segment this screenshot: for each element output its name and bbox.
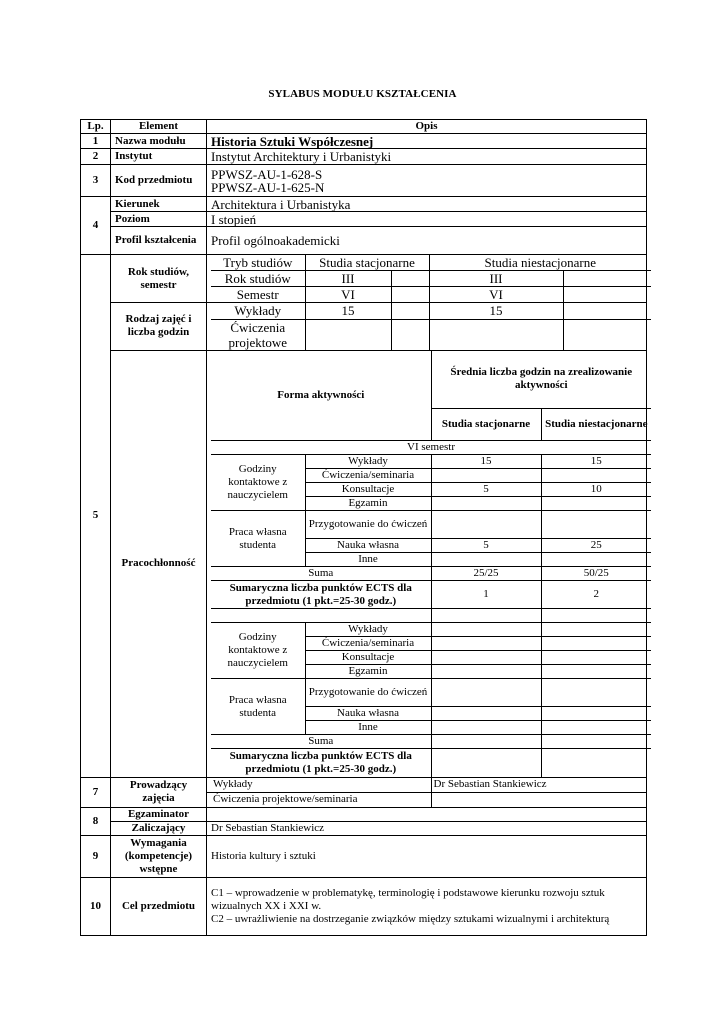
b1-self-learning-n: 25 <box>541 539 651 553</box>
instructor-label: Prowadzący zajęcia <box>111 777 207 807</box>
grader-value: Dr Sebastian Stankiewicz <box>207 821 647 835</box>
instructor-lectures-value: Dr Sebastian Stankiewicz <box>431 778 651 792</box>
row10-lp: 10 <box>81 877 111 935</box>
module-name-label: Nazwa modułu <box>111 134 207 149</box>
b2-preparation-label: Przygotowanie do ćwiczeń <box>305 679 431 707</box>
goal-c1: C1 – wprowadzenie w problematykę, terminologię i podstawowe kierunku rozwoju sztuk wizualnych XX i XXI w. <box>211 886 605 912</box>
b1-exercises-n <box>541 469 651 483</box>
header-opis: Opis <box>207 120 647 134</box>
b2-sum-label: Suma <box>211 735 431 749</box>
b2-exercises-label: Ćwiczenia/seminaria <box>305 637 431 651</box>
row1-lp: 1 <box>81 134 111 149</box>
b1-other-s <box>431 553 541 567</box>
class-types-cell <box>207 303 647 351</box>
goal-c2: C2 – uwrażliwienie na dostrzeganie związków między sztukami wizualnymi i architekturą <box>211 912 610 925</box>
stationary-header: Studia stacjonarne <box>305 255 429 271</box>
row5-lp: 5 <box>81 255 111 778</box>
row2-lp: 2 <box>81 149 111 165</box>
examiner-value <box>207 807 647 821</box>
b1-exercises-s <box>431 469 541 483</box>
institute-value: Instytut Architektury i Urbanistyki <box>207 149 647 165</box>
course-code-label: Kod przedmiotu <box>111 165 207 197</box>
class-types-label: Rodzaj zajęć i liczba godzin <box>111 303 207 351</box>
workload-table <box>211 351 651 777</box>
b1-sum-label: Suma <box>211 567 431 581</box>
row7-lp: 7 <box>81 777 111 807</box>
b2-ects-label: Sumaryczna liczba punktów ECTS dla przedmiotu (1 pkt.=25-30 godz.) <box>211 749 431 777</box>
b1-self-learning-label: Nauka własna <box>305 539 431 553</box>
course-code-1: PPWSZ-AU-1-628-S <box>211 166 323 182</box>
instructor-exercises-value <box>431 793 651 807</box>
b1-other-n <box>541 553 651 567</box>
b2-lectures-label: Wykłady <box>305 623 431 637</box>
b2-self-study-label: Praca własna studenta <box>211 679 305 735</box>
b1-exam-label: Egzamin <box>305 497 431 511</box>
class-types-table <box>211 303 651 350</box>
activity-form-header: Forma aktywności <box>211 351 431 441</box>
header-lp: Lp. <box>81 120 111 134</box>
prerequisites-value: Historia kultury i sztuki <box>207 835 647 877</box>
study-mode-table <box>211 255 651 302</box>
b2-exam-label: Egzamin <box>305 665 431 679</box>
row9-lp: 9 <box>81 835 111 877</box>
b1-lectures-n: 15 <box>541 455 651 469</box>
b1-consultations-s: 5 <box>431 483 541 497</box>
module-name-value: Historia Sztuki Współczesnej <box>207 134 647 149</box>
b1-lectures-s: 15 <box>431 455 541 469</box>
non-stationary-col-header: Studia niestacjonarne <box>541 409 651 441</box>
row8-lp: 8 <box>81 807 111 835</box>
level-label: Poziom <box>111 212 207 227</box>
non-stationary-header: Studia niestacjonarne <box>429 255 651 271</box>
b1-preparation-s <box>431 511 541 539</box>
b1-preparation-label: Przygotowanie do ćwiczeń <box>305 511 431 539</box>
instructor-lectures-label: Wykłady <box>211 778 431 792</box>
lectures-non-stationary: 15 <box>429 303 563 319</box>
study-mode-label: Tryb studiów <box>211 255 305 271</box>
instructor-exercises-table <box>211 793 651 807</box>
course-code-2: PPWSZ-AU-1-625-N <box>211 179 325 195</box>
b1-exam-n <box>541 497 651 511</box>
lectures-stationary: 15 <box>305 303 391 319</box>
b1-consultations-n: 10 <box>541 483 651 497</box>
b1-ects-s: 1 <box>431 581 541 609</box>
b1-self-learning-s: 5 <box>431 539 541 553</box>
header-element: Element <box>111 120 207 134</box>
b1-ects-n: 2 <box>541 581 651 609</box>
stationary-col-header: Studia stacjonarne <box>431 409 541 441</box>
b1-lectures-label: Wykłady <box>305 455 431 469</box>
syllabus-table <box>80 119 647 936</box>
instructor-lectures-table <box>211 778 651 792</box>
b1-consultations-label: Konsultacje <box>305 483 431 497</box>
field-of-study-value: Architektura i Urbanistyka <box>207 197 647 212</box>
b1-sum-n: 50/25 <box>541 567 651 581</box>
b1-preparation-n <box>541 511 651 539</box>
instructor-exercises-label: Ćwiczenia projektowe/seminaria <box>211 793 431 807</box>
lectures-label: Wykłady <box>211 303 305 319</box>
field-of-study-label: Kierunek <box>111 197 207 212</box>
design-exercises-non-stationary <box>429 319 563 350</box>
instructor-lectures-cell <box>207 777 647 792</box>
b1-exam-s <box>431 497 541 511</box>
year-non-stationary: III <box>429 271 563 287</box>
study-mode-cell <box>207 255 647 303</box>
document-title: SYLABUS MODUŁU KSZTAŁCENIA <box>268 88 457 100</box>
year-semester-label: Rok studiów, semestr <box>111 255 207 303</box>
b1-sum-s: 25/25 <box>431 567 541 581</box>
course-goal-value <box>207 877 647 935</box>
b2-other-label: Inne <box>305 721 431 735</box>
course-goal-label: Cel przedmiotu <box>111 877 207 935</box>
institute-label: Instytut <box>111 149 207 165</box>
semester-vi-label: VI semestr <box>211 441 651 455</box>
b2-consultations-label: Konsultacje <box>305 651 431 665</box>
semester-label: Semestr <box>211 287 305 303</box>
prerequisites-label: Wymagania (kompetencje) wstępne <box>111 835 207 877</box>
design-exercises-stationary <box>305 319 391 350</box>
semester-stationary: VI <box>305 287 391 303</box>
workload-label: Pracochłonność <box>111 350 207 777</box>
examiner-label: Egzaminator <box>111 807 207 821</box>
average-hours-header: Średnia liczba godzin na zrealizowanie aktywności <box>431 351 651 409</box>
profile-label: Profil kształcenia <box>111 227 207 255</box>
b2-self-learning-label: Nauka własna <box>305 707 431 721</box>
instructor-exercises-cell <box>207 792 647 807</box>
row3-lp: 3 <box>81 165 111 197</box>
self-study-label: Praca własna studenta <box>211 511 305 567</box>
year-stationary: III <box>305 271 391 287</box>
b1-other-label: Inne <box>305 553 431 567</box>
semester-non-stationary: VI <box>429 287 563 303</box>
b1-ects-label: Sumaryczna liczba punktów ECTS dla przedmiotu (1 pkt.=25-30 godz.) <box>211 581 431 609</box>
level-value: I stopień <box>207 212 647 227</box>
workload-cell <box>207 350 647 777</box>
design-exercises-label: Ćwiczenia projektowe <box>211 319 305 350</box>
b2-contact-hours-label: Godziny kontaktowe z nauczycielem <box>211 623 305 679</box>
b1-exercises-label: Ćwiczenia/seminaria <box>305 469 431 483</box>
contact-hours-label: Godziny kontaktowe z nauczycielem <box>211 455 305 511</box>
profile-value: Profil ogólnoakademicki <box>207 227 647 255</box>
row4-lp: 4 <box>81 197 111 255</box>
year-label: Rok studiów <box>211 271 305 287</box>
course-code-value <box>207 165 647 197</box>
grader-label: Zaliczający <box>111 821 207 835</box>
